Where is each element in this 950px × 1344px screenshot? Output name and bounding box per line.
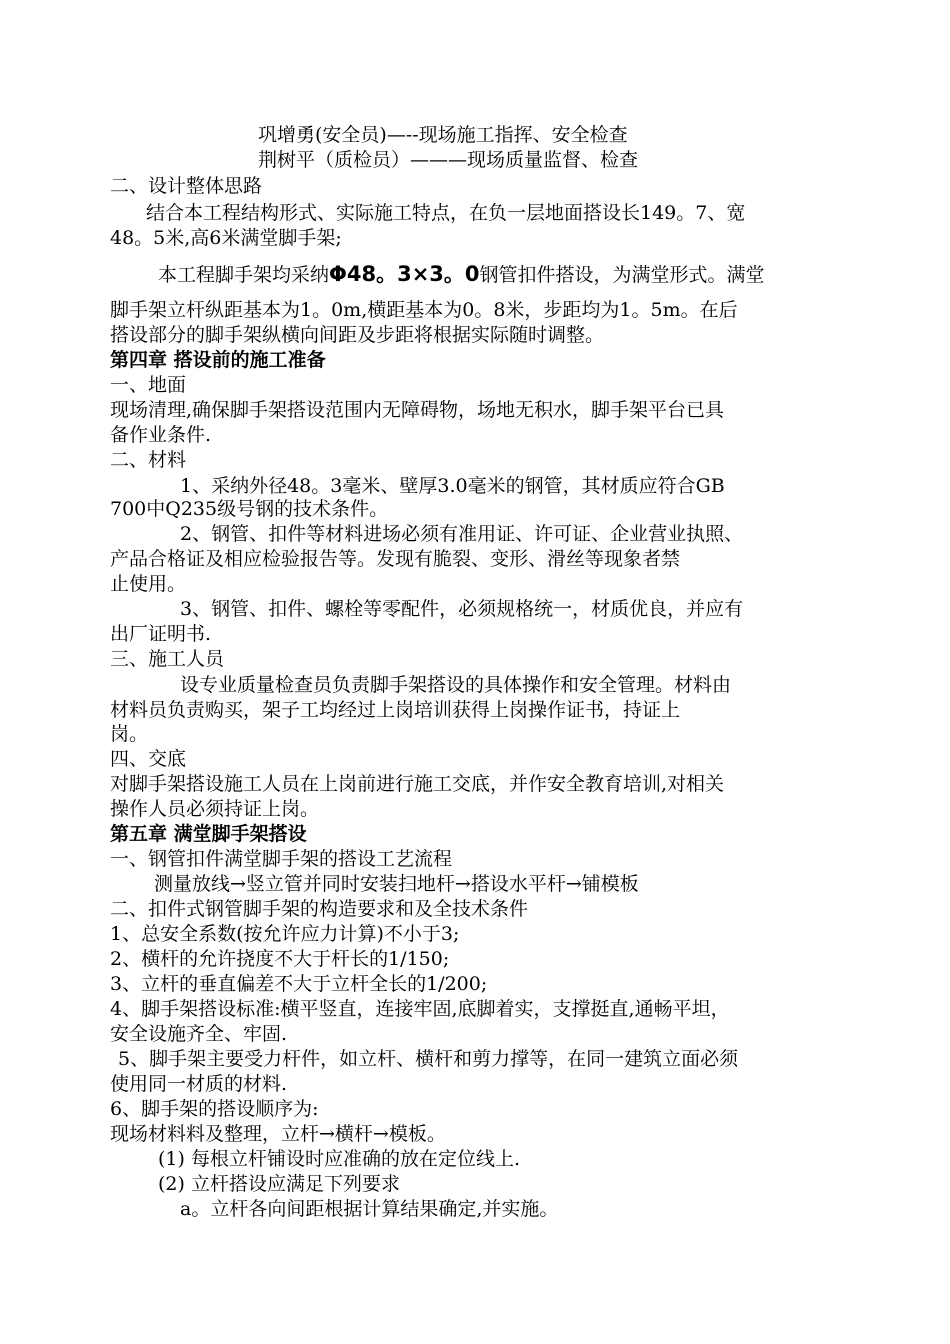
text-line: 现场材料料及整理，立杆→横杆→模板。 (110, 1123, 446, 1145)
text-line: 使用同一材质的材料. (110, 1073, 288, 1095)
list-item: (2) 立杆搭设应满足下列要求 (158, 1173, 400, 1195)
text-line: 1、采纳外径48。3毫米、壁厚3.0毫米的钢管，其材质应符合GB (180, 475, 725, 497)
list-item: 3、立杆的垂直偏差不大于立杆全长的1/200; (110, 973, 488, 995)
section-heading: 一、钢管扣件满堂脚手架的搭设工艺流程 (110, 848, 453, 870)
text-line: 备作业条件. (110, 424, 212, 446)
list-item: (1) 每根立杆铺设时应准确的放在定位线上. (158, 1148, 520, 1170)
text-line: 3、钢管、扣件、螺栓等零配件，必须规格统一，材质优良，并应有 (180, 598, 744, 620)
text-line: 700中Q235级号钢的技术条件。 (110, 498, 389, 520)
text-line: 止使用。 (110, 573, 187, 595)
text-line: 巩增勇(安全员)—--现场施工指挥、安全检查 (258, 124, 628, 146)
text-line: 搭设部分的脚手架纵横向间距及步距将根据实际随时调整。 (110, 324, 605, 346)
process-flow: 测量放线→竖立管并同时安装扫地杆→搭设水平杆→铺模板 (154, 873, 639, 895)
list-item: 6、脚手架的搭设顺序为: (110, 1098, 319, 1120)
chapter-heading: 第五章 满堂脚手架搭设 (110, 823, 307, 845)
section-heading: 三、施工人员 (110, 648, 225, 670)
text-line: 材料员负责购买，架子工均经过上岗培训获得上岗操作证书，持证上 (110, 699, 681, 721)
text-line: 现场清理,确保脚手架搭设范围内无障碍物，场地无积水，脚手架平台已具 (110, 399, 725, 421)
pipe-spec: Φ48。3×3。0 (329, 262, 480, 286)
text-span: 本工程脚手架均采纳 (158, 264, 330, 286)
section-heading: 四、交底 (110, 748, 187, 770)
text-line: 产品合格证及相应检验报告等。发现有脆裂、变形、滑丝等现象者禁 (110, 548, 681, 570)
text-line: 出厂证明书. (110, 623, 212, 645)
section-heading: 二、材料 (110, 449, 187, 471)
text-line: 48。5米,高6米满堂脚手架; (110, 227, 342, 249)
text-line: 荆树平（质检员）———现场质量监督、检查 (258, 149, 639, 171)
list-item: 1、总安全系数(按允许应力计算)不小于3; (110, 923, 460, 945)
text-line: 2、钢管、扣件等材料进场必须有准用证、许可证、企业营业执照、 (180, 523, 744, 545)
list-item: a。立杆各向间距根据计算结果确定,并实施。 (180, 1198, 559, 1220)
text-line: 操作人员必须持证上岗。 (110, 798, 320, 820)
text-line: 岗。 (110, 723, 149, 745)
list-item: 5、脚手架主要受力杆件，如立杆、横杆和剪力撑等，在同一建筑立面必须 (118, 1048, 739, 1070)
text-span: 钢管扣件搭设，为满堂形式。满堂 (479, 264, 765, 286)
text-line: 设专业质量检查员负责脚手架搭设的具体操作和安全管理。材料由 (180, 674, 732, 696)
chapter-heading: 第四章 搭设前的施工准备 (110, 349, 326, 371)
section-heading: 二、扣件式钢管脚手架的构造要求和及全技术条件 (110, 898, 529, 920)
text-line: 对脚手架搭设施工人员在上岗前进行施工交底，并作安全教育培训,对相关 (110, 773, 725, 795)
section-heading: 一、地面 (110, 374, 187, 396)
text-line: 安全设施齐全、牢固. (110, 1023, 288, 1045)
list-item: 2、横杆的允许挠度不大于杆长的1/150; (110, 948, 450, 970)
section-heading: 二、设计整体思路 (110, 175, 263, 197)
text-line: 结合本工程结构形式、实际施工特点，在负一层地面搭设长149。7、宽 (146, 202, 746, 224)
text-line: 脚手架立杆纵距基本为1。0m,横距基本为0。8米，步距均为1。5m。在后 (110, 299, 738, 321)
text-line (158, 262, 765, 287)
list-item: 4、脚手架搭设标准:横平竖直，连接牢固,底脚着实，支撑挺直,通畅平坦， (110, 998, 730, 1020)
